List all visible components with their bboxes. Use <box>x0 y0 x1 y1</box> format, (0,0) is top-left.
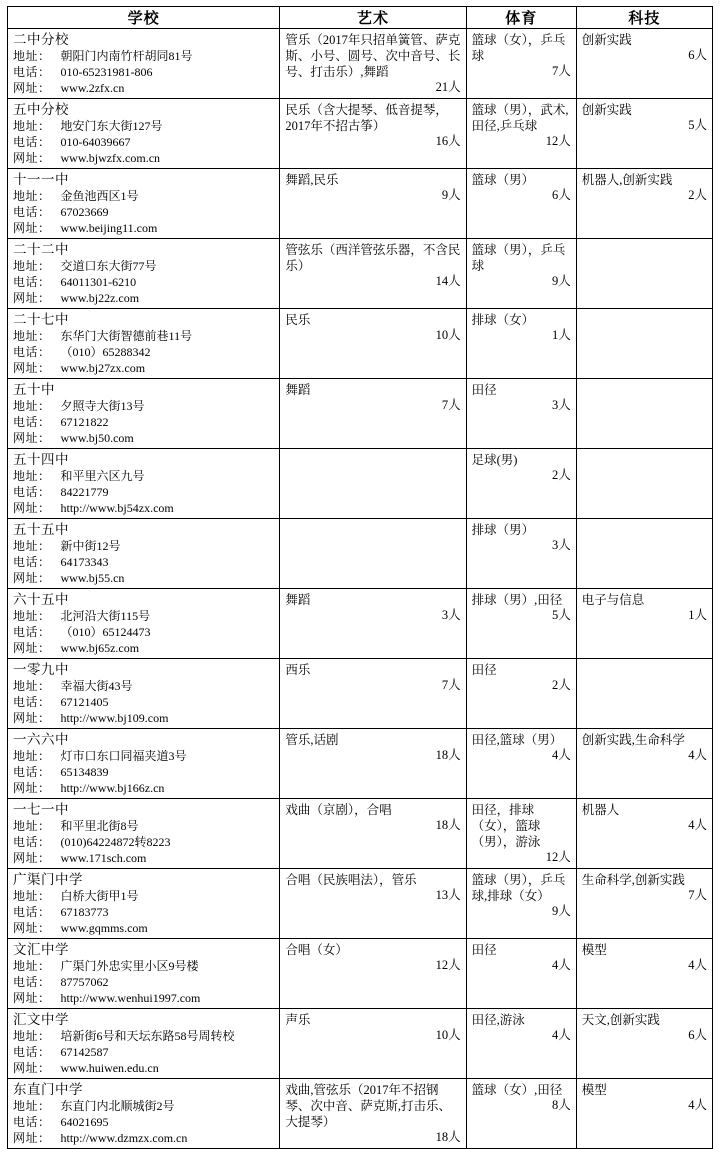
phone-label: 电话： <box>13 1045 51 1059</box>
sport-cell <box>466 169 576 239</box>
sport-cell-count: 2人 <box>552 678 571 692</box>
table-row <box>8 169 713 239</box>
phone-label: 电话： <box>13 695 51 709</box>
column-header-school: 学校 <box>8 7 280 29</box>
sport-cell-count: 3人 <box>552 538 571 552</box>
sport-cell-count: 4人 <box>552 1028 571 1042</box>
website-label: 网址： <box>13 711 51 725</box>
address-value: 北河沿大街115号 <box>60 609 151 623</box>
art-cell-text: 戏曲,管弦乐（2017年不招钢琴、次中音、萨克斯,打击乐、大提琴） <box>285 1083 452 1129</box>
tech-cell <box>576 519 712 589</box>
school-cell <box>8 379 280 449</box>
art-cell <box>280 309 466 379</box>
art-cell-text: 管弦乐（西洋管弦乐器，不含民乐） <box>285 243 461 273</box>
school-cell <box>8 729 280 799</box>
tech-cell-count: 4人 <box>688 1098 707 1112</box>
phone-value: 67023669 <box>60 205 109 219</box>
website-label: 网址： <box>13 151 51 165</box>
phone-label: 电话： <box>13 345 51 359</box>
address-value: 幸福大街43号 <box>60 679 133 693</box>
tech-cell-count: 4人 <box>688 748 707 762</box>
tech-cell <box>576 449 712 519</box>
art-cell <box>280 729 466 799</box>
school-name: 汇文中学 <box>13 1012 69 1027</box>
table-row <box>8 519 713 589</box>
website-value: www.2zfx.cn <box>60 81 125 95</box>
phone-value: 87757062 <box>60 975 109 989</box>
table-row <box>8 659 713 729</box>
website-value: www.bj65z.com <box>60 641 140 655</box>
address-value: 和平里北街8号 <box>60 819 139 833</box>
phone-value: 010-64039667 <box>60 135 131 149</box>
school-name: 广渠门中学 <box>13 872 83 887</box>
art-cell-count: 14人 <box>435 274 461 288</box>
website-value: www.bjwzfx.com.cn <box>60 151 161 165</box>
sport-cell-count: 6人 <box>552 188 571 202</box>
table-row <box>8 29 713 99</box>
address-label: 地址： <box>13 749 51 763</box>
school-name: 五十四中 <box>13 452 69 467</box>
website-label: 网址： <box>13 641 51 655</box>
tech-cell-count <box>577 662 712 664</box>
school-name: 五中分校 <box>13 102 69 117</box>
table-row <box>8 379 713 449</box>
address-value: 白桥大街甲1号 <box>60 889 139 903</box>
phone-label: 电话： <box>13 625 51 639</box>
tech-cell-text: 机器人 <box>581 803 620 817</box>
art-cell-text: 管乐,话剧 <box>285 733 339 747</box>
address-label: 地址： <box>13 189 51 203</box>
website-value: http://www.bj109.com <box>60 711 169 725</box>
address-label: 地址： <box>13 49 51 63</box>
sport-cell-text: 田径 <box>471 383 497 397</box>
website-label: 网址： <box>13 571 51 585</box>
table-row <box>8 869 713 939</box>
website-label: 网址： <box>13 431 51 445</box>
website-value: http://www.wenhui1997.com <box>60 991 201 1005</box>
website-label: 网址： <box>13 1131 51 1145</box>
tech-cell-count: 5人 <box>688 118 707 132</box>
sport-cell <box>466 449 576 519</box>
phone-value: 64011301-6210 <box>60 275 137 289</box>
art-cell <box>280 169 466 239</box>
phone-label: 电话： <box>13 555 51 569</box>
phone-value: 67142587 <box>60 1045 109 1059</box>
address-label: 地址： <box>13 889 51 903</box>
art-cell <box>280 1079 466 1149</box>
address-value: 东华门大街智德前巷11号 <box>60 329 193 343</box>
tech-cell-text: 天文,创新实践 <box>581 1013 660 1027</box>
tech-cell-text: 创新实践,生命科学 <box>581 733 685 747</box>
website-value: www.bj27zx.com <box>60 361 146 375</box>
table-row <box>8 589 713 659</box>
website-label: 网址： <box>13 781 51 795</box>
address-label: 地址： <box>13 959 51 973</box>
tech-cell-text: 电子与信息 <box>581 593 645 607</box>
website-label: 网址： <box>13 291 51 305</box>
art-cell-text: 合唱（民族唱法），管乐 <box>285 873 417 887</box>
art-cell-text: 戏曲（京剧），合唱 <box>285 803 392 817</box>
sport-cell <box>466 589 576 659</box>
school-name: 一七一中 <box>13 802 69 817</box>
sport-cell <box>466 659 576 729</box>
website-label: 网址： <box>13 1061 51 1075</box>
school-cell <box>8 309 280 379</box>
phone-value: 67121405 <box>60 695 109 709</box>
sport-cell <box>466 99 576 169</box>
sport-cell <box>466 519 576 589</box>
phone-label: 电话： <box>13 205 51 219</box>
phone-label: 电话： <box>13 65 51 79</box>
school-cell <box>8 99 280 169</box>
school-cell <box>8 659 280 729</box>
column-header-sport: 体育 <box>466 7 576 29</box>
art-cell <box>280 449 466 519</box>
address-value: 朝阳门内南竹杆胡同81号 <box>60 49 193 63</box>
sport-cell-count: 4人 <box>552 958 571 972</box>
art-cell-text: 声乐 <box>285 1013 311 1027</box>
art-cell-count <box>280 522 465 524</box>
table-row <box>8 309 713 379</box>
table-row <box>8 449 713 519</box>
art-cell <box>280 99 466 169</box>
sport-cell-text: 篮球（男） <box>471 173 535 187</box>
school-cell <box>8 29 280 99</box>
phone-label: 电话： <box>13 415 51 429</box>
website-label: 网址： <box>13 991 51 1005</box>
sport-cell-text: 田径,游泳 <box>471 1013 525 1027</box>
sport-cell-text: 排球（男）,田径 <box>471 593 563 607</box>
website-value: www.bj55.cn <box>60 571 125 585</box>
tech-cell-count: 1人 <box>688 608 707 622</box>
tech-cell-text: 创新实践 <box>581 33 632 47</box>
address-label: 地址： <box>13 469 51 483</box>
art-cell-count: 21人 <box>435 80 461 94</box>
tech-cell-count: 7人 <box>688 888 707 902</box>
phone-label: 电话： <box>13 975 51 989</box>
column-header-art: 艺术 <box>280 7 466 29</box>
sport-cell-text: 排球（男） <box>471 523 535 537</box>
phone-value: 010-65231981-806 <box>60 65 153 79</box>
sport-cell <box>466 939 576 1009</box>
website-label: 网址： <box>13 81 51 95</box>
art-cell-text: 管乐（2017年只招单簧管、萨克斯、小号、圆号、次中音号、长号、打击乐）,舞蹈 <box>285 33 461 79</box>
sport-cell-text: 篮球（女）,田径 <box>471 1083 563 1097</box>
tech-cell-count: 2人 <box>688 188 707 202</box>
phone-value: 65134839 <box>60 765 109 779</box>
school-cell <box>8 169 280 239</box>
school-cell <box>8 869 280 939</box>
tech-cell <box>576 939 712 1009</box>
school-cell <box>8 589 280 659</box>
art-cell-text: 民乐 <box>285 313 311 327</box>
phone-label: 电话： <box>13 905 51 919</box>
school-name: 五十中 <box>13 382 55 397</box>
website-label: 网址： <box>13 501 51 515</box>
school-name: 二十二中 <box>13 242 69 257</box>
art-cell-text: 舞蹈 <box>285 593 311 607</box>
tech-cell <box>576 1009 712 1079</box>
table-row <box>8 99 713 169</box>
website-label: 网址： <box>13 361 51 375</box>
art-cell-count: 12人 <box>435 958 461 972</box>
schools-table <box>7 6 713 1149</box>
tech-cell-text: 模型 <box>581 943 607 957</box>
tech-cell-text: 模型 <box>581 1083 607 1097</box>
art-cell-count: 3人 <box>441 608 461 622</box>
address-label: 地址： <box>13 1029 51 1043</box>
school-cell <box>8 1009 280 1079</box>
phone-label: 电话： <box>13 835 51 849</box>
tech-cell <box>576 169 712 239</box>
phone-label: 电话： <box>13 1115 51 1129</box>
tech-cell <box>576 799 712 869</box>
table-row <box>8 239 713 309</box>
address-value: 培新街6号和天坛东路58号周转校 <box>60 1029 235 1043</box>
address-value: 灯市口东口同福夹道3号 <box>60 749 187 763</box>
sport-cell-count: 9人 <box>552 274 571 288</box>
sport-cell-text: 田径 <box>471 663 497 677</box>
school-name: 一六六中 <box>13 732 69 747</box>
sport-cell-text: 排球（女） <box>471 313 535 327</box>
website-value: www.bj22z.com <box>60 291 140 305</box>
phone-value: 67121822 <box>60 415 109 429</box>
sport-cell-count: 5人 <box>552 608 571 622</box>
column-header-tech: 科技 <box>576 7 712 29</box>
phone-label: 电话： <box>13 485 51 499</box>
address-label: 地址： <box>13 679 51 693</box>
sport-cell-count: 7人 <box>552 64 571 78</box>
tech-cell-count <box>577 312 712 314</box>
art-cell-count: 18人 <box>435 818 461 832</box>
phone-value: （010）65288342 <box>60 345 151 359</box>
phone-value: 64021695 <box>60 1115 109 1129</box>
tech-cell-count <box>577 382 712 384</box>
tech-cell-count: 6人 <box>688 48 707 62</box>
art-cell-count: 10人 <box>435 1028 461 1042</box>
website-value: www.171sch.com <box>60 851 147 865</box>
tech-cell-count: 4人 <box>688 958 707 972</box>
sport-cell <box>466 729 576 799</box>
sport-cell-count: 9人 <box>552 904 571 918</box>
phone-value: (010)64224872转8223 <box>60 835 171 849</box>
address-label: 地址： <box>13 399 51 413</box>
school-name: 文汇中学 <box>13 942 69 957</box>
art-cell <box>280 29 466 99</box>
art-cell <box>280 519 466 589</box>
art-cell-count: 9人 <box>441 188 461 202</box>
sport-cell-text: 篮球（男），乒乓球 <box>471 243 566 273</box>
sport-cell-count: 4人 <box>552 748 571 762</box>
art-cell <box>280 869 466 939</box>
art-cell-text: 西乐 <box>285 663 311 677</box>
school-name: 二十七中 <box>13 312 69 327</box>
sport-cell-count: 8人 <box>552 1098 571 1112</box>
website-value: www.bj50.com <box>60 431 134 445</box>
phone-value: 64173343 <box>60 555 109 569</box>
sport-cell-count: 3人 <box>552 398 571 412</box>
school-cell <box>8 449 280 519</box>
art-cell-count: 16人 <box>435 134 461 148</box>
address-label: 地址： <box>13 259 51 273</box>
phone-value: （010）65124473 <box>60 625 151 639</box>
address-label: 地址： <box>13 539 51 553</box>
phone-value: 67183773 <box>60 905 109 919</box>
art-cell-text: 舞蹈 <box>285 383 311 397</box>
art-cell <box>280 799 466 869</box>
art-cell-count: 18人 <box>435 1130 461 1144</box>
table-row <box>8 1079 713 1149</box>
sport-cell-text: 篮球（男），武术,田径,乒乓球 <box>471 103 569 133</box>
tech-cell-count <box>577 522 712 524</box>
sport-cell-count: 12人 <box>545 850 571 864</box>
art-cell <box>280 379 466 449</box>
sport-cell <box>466 29 576 99</box>
tech-cell <box>576 1079 712 1149</box>
sport-cell <box>466 869 576 939</box>
tech-cell-text: 生命科学,创新实践 <box>581 873 685 887</box>
tech-cell <box>576 659 712 729</box>
art-cell <box>280 239 466 309</box>
school-cell <box>8 1079 280 1149</box>
sport-cell <box>466 379 576 449</box>
website-value: www.beijing11.com <box>60 221 158 235</box>
art-cell-count <box>280 452 465 454</box>
sport-cell-count: 2人 <box>552 468 571 482</box>
school-name: 五十五中 <box>13 522 69 537</box>
phone-value: 84221779 <box>60 485 109 499</box>
address-label: 地址： <box>13 609 51 623</box>
tech-cell <box>576 239 712 309</box>
art-cell-count: 7人 <box>441 398 461 412</box>
website-value: www.huiwen.edu.cn <box>60 1061 159 1075</box>
phone-label: 电话： <box>13 275 51 289</box>
sport-cell-text: 田径,篮球（男） <box>471 733 563 747</box>
sport-cell <box>466 309 576 379</box>
art-cell <box>280 1009 466 1079</box>
tech-cell-count <box>577 452 712 454</box>
address-value: 广渠门外忠实里小区9号楼 <box>60 959 199 973</box>
sport-cell-count: 12人 <box>545 134 571 148</box>
table-row <box>8 1009 713 1079</box>
school-name: 东直门中学 <box>13 1082 83 1097</box>
website-label: 网址： <box>13 851 51 865</box>
address-label: 地址： <box>13 819 51 833</box>
phone-label: 电话： <box>13 135 51 149</box>
tech-cell-count: 4人 <box>688 818 707 832</box>
tech-cell <box>576 589 712 659</box>
sport-cell <box>466 1009 576 1079</box>
address-value: 地安门东大街127号 <box>60 119 163 133</box>
school-cell <box>8 939 280 1009</box>
school-cell <box>8 519 280 589</box>
sport-cell-count: 1人 <box>552 328 571 342</box>
school-name: 一零九中 <box>13 662 69 677</box>
sport-cell-text: 田径 <box>471 943 497 957</box>
tech-cell-count: 6人 <box>688 1028 707 1042</box>
address-label: 地址： <box>13 329 51 343</box>
school-cell <box>8 799 280 869</box>
website-label: 网址： <box>13 221 51 235</box>
sport-cell-text: 田径，排球（女），篮球（男），游泳 <box>471 803 541 849</box>
art-cell-text: 合唱（女） <box>285 943 348 957</box>
tech-cell <box>576 729 712 799</box>
tech-cell-text: 机器人,创新实践 <box>581 173 673 187</box>
table-body <box>8 29 713 1149</box>
address-value: 东直门内北顺城街2号 <box>60 1099 175 1113</box>
art-cell <box>280 659 466 729</box>
table-row <box>8 939 713 1009</box>
table-row <box>8 729 713 799</box>
sport-cell-text: 篮球（男），乒乓球,排球（女） <box>471 873 566 903</box>
website-value: www.gqmms.com <box>60 921 148 935</box>
website-value: http://www.bj166z.cn <box>60 781 165 795</box>
website-value: http://www.dzmzx.com.cn <box>60 1131 188 1145</box>
table-header-row <box>8 7 713 29</box>
address-label: 地址： <box>13 1099 51 1113</box>
school-name: 六十五中 <box>13 592 69 607</box>
art-cell <box>280 589 466 659</box>
art-cell-count: 10人 <box>435 328 461 342</box>
art-cell-count: 18人 <box>435 748 461 762</box>
school-name: 十一一中 <box>13 172 69 187</box>
address-value: 金鱼池西区1号 <box>60 189 139 203</box>
school-name: 二中分校 <box>13 32 69 47</box>
art-cell-text: 舞蹈,民乐 <box>285 173 339 187</box>
tech-cell <box>576 869 712 939</box>
website-label: 网址： <box>13 921 51 935</box>
art-cell-count: 13人 <box>435 888 461 902</box>
tech-cell-count <box>577 242 712 244</box>
art-cell <box>280 939 466 1009</box>
school-cell <box>8 239 280 309</box>
address-value: 交道口东大街77号 <box>60 259 157 273</box>
sport-cell <box>466 799 576 869</box>
tech-cell <box>576 99 712 169</box>
table-row <box>8 799 713 869</box>
sport-cell-text: 篮球（女），乒乓球 <box>471 33 566 63</box>
address-label: 地址： <box>13 119 51 133</box>
website-value: http://www.bj54zx.com <box>60 501 174 515</box>
address-value: 夕照寺大街13号 <box>60 399 145 413</box>
address-value: 新中街12号 <box>60 539 121 553</box>
phone-label: 电话： <box>13 765 51 779</box>
address-value: 和平里六区九号 <box>60 469 145 483</box>
tech-cell <box>576 29 712 99</box>
art-cell-text: 民乐（含大提琴、低音提琴，2017年不招古筝） <box>285 103 448 133</box>
sport-cell <box>466 1079 576 1149</box>
sport-cell-text: 足球(男) <box>471 453 518 467</box>
sport-cell <box>466 239 576 309</box>
tech-cell <box>576 309 712 379</box>
art-cell-count: 7人 <box>441 678 461 692</box>
tech-cell-text: 创新实践 <box>581 103 632 117</box>
tech-cell <box>576 379 712 449</box>
